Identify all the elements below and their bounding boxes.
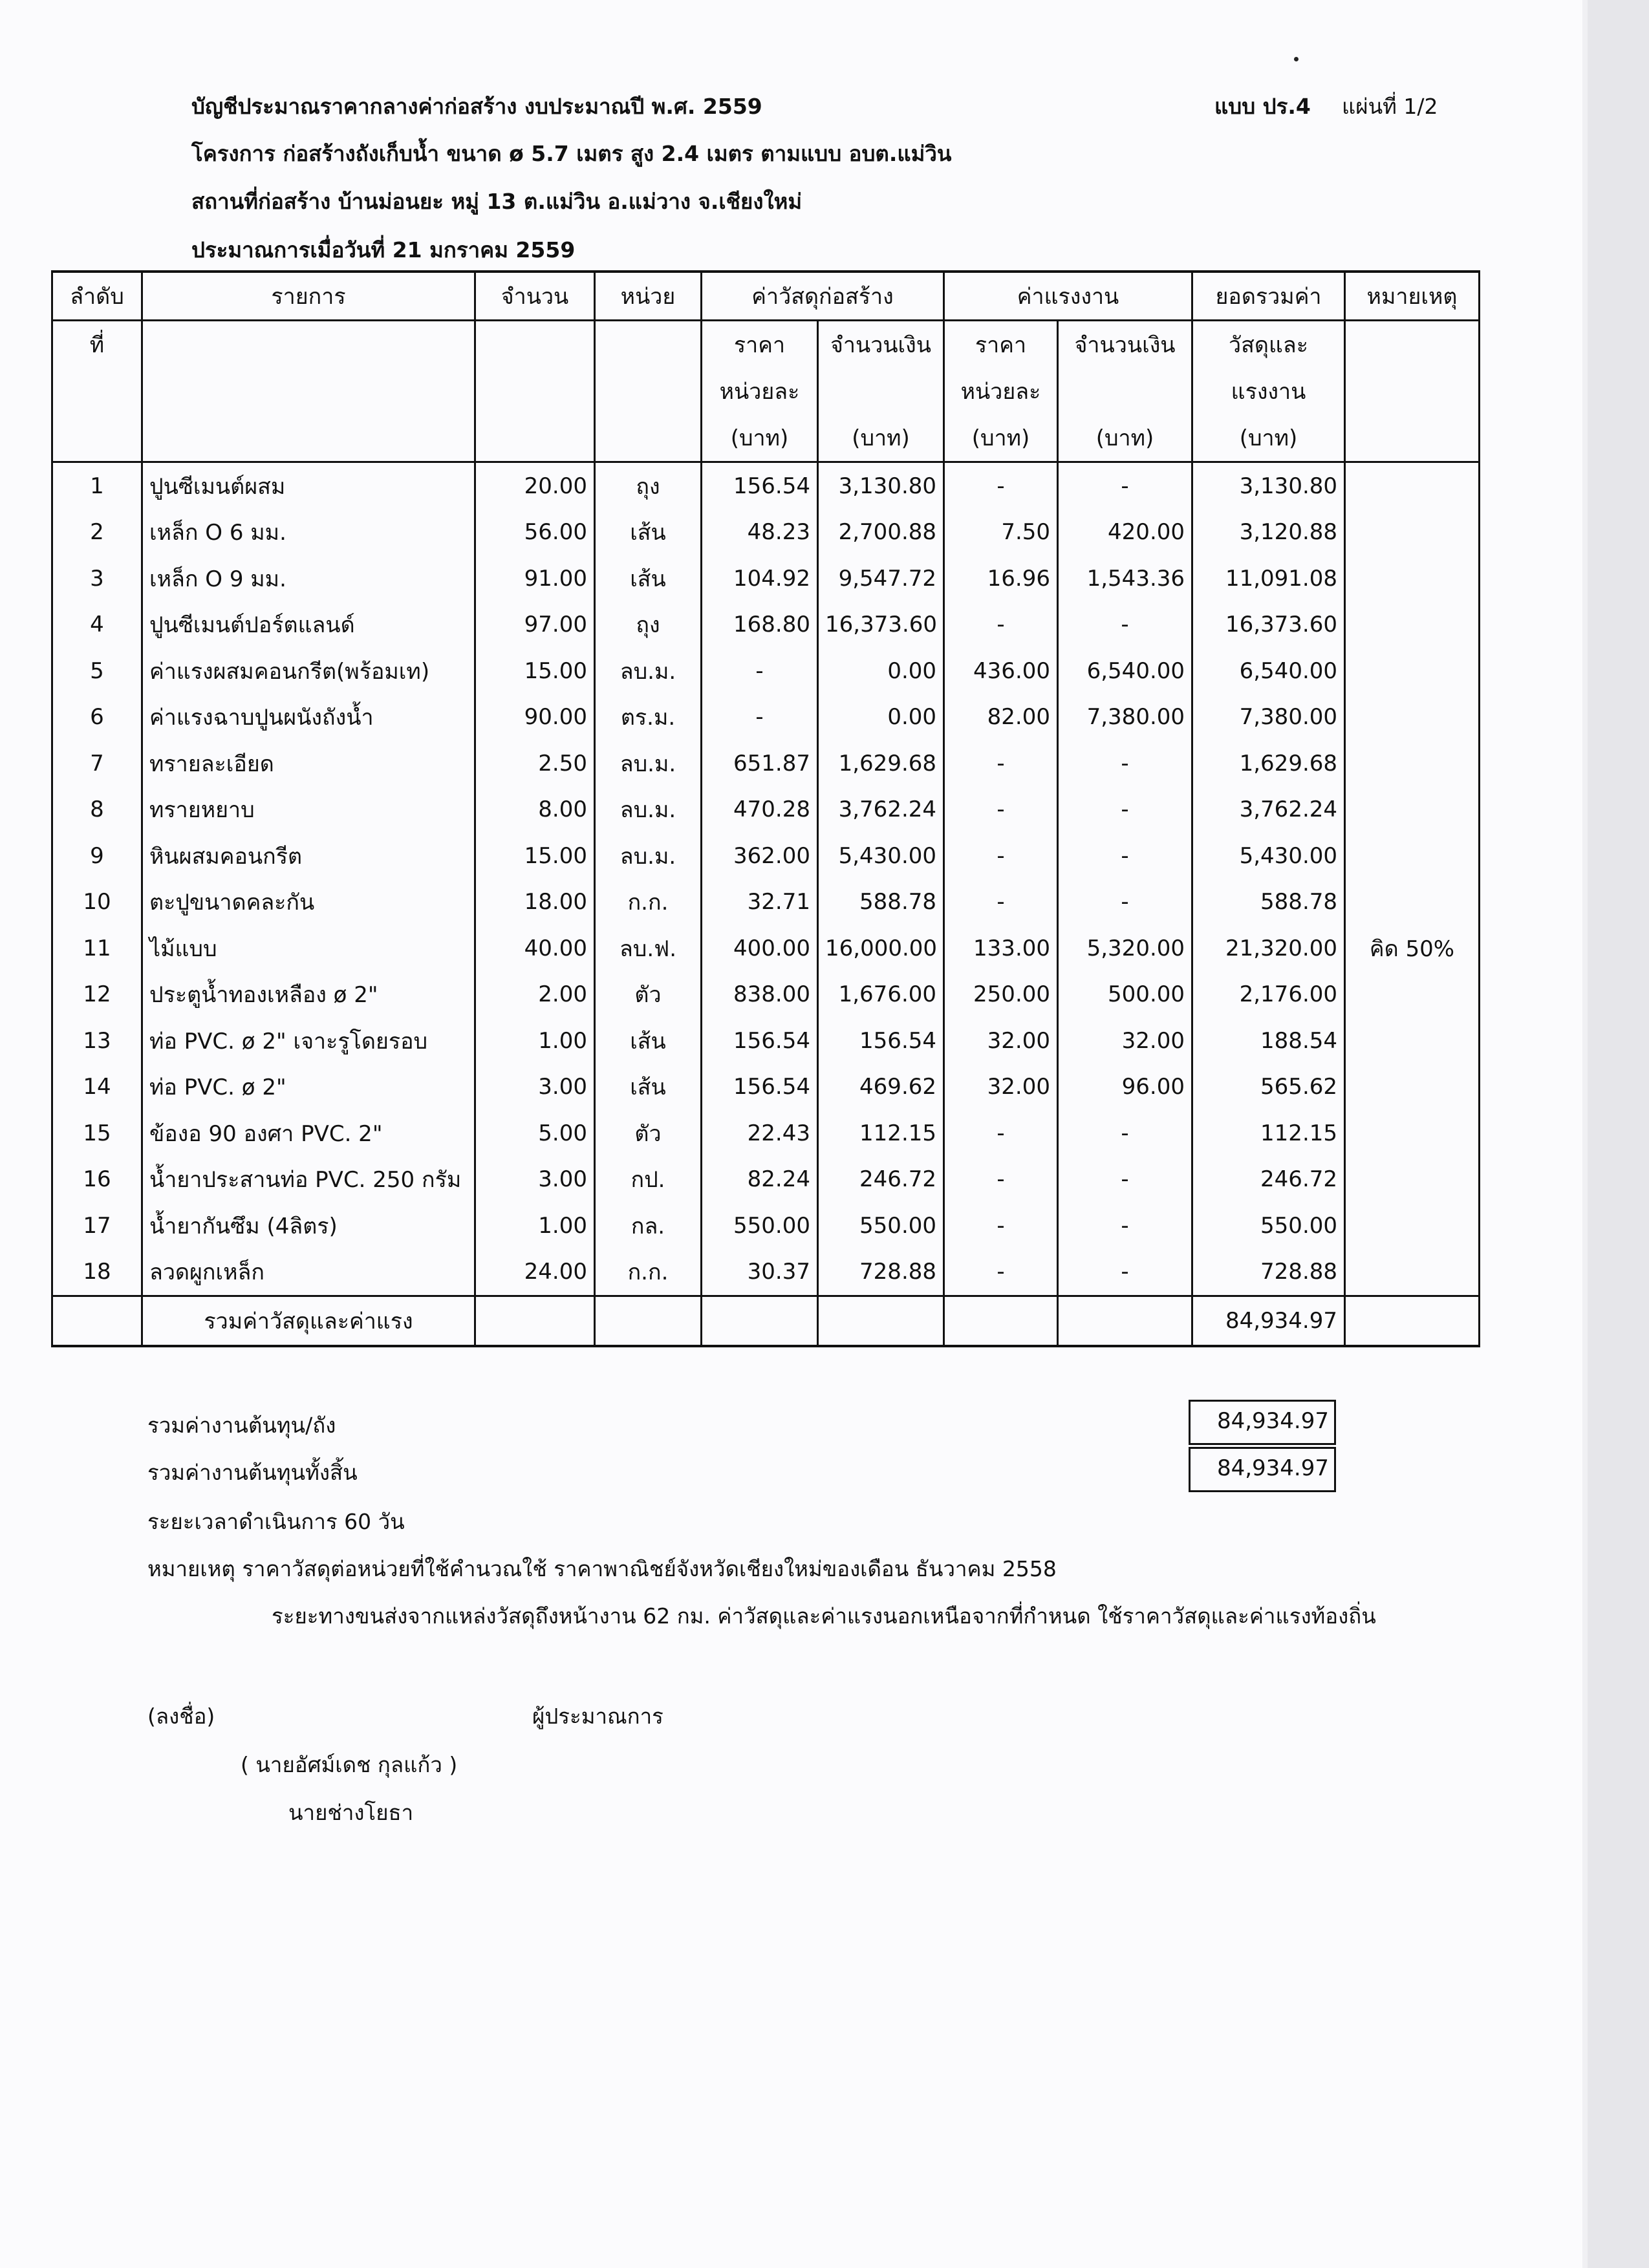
row-qty: 3.00 (475, 1157, 595, 1203)
row-material-amount: 588.78 (818, 879, 944, 926)
row-unit: ลบ.ม. (595, 787, 702, 833)
row-item: ลวดผูกเหล็ก (142, 1249, 475, 1296)
row-total: 21,320.00 (1192, 925, 1345, 972)
row-remark (1345, 1110, 1480, 1157)
per-tank-value: 84,934.97 (1189, 1400, 1336, 1445)
row-labor-price: 32.00 (944, 1064, 1058, 1111)
row-total: 6,540.00 (1192, 648, 1345, 694)
row-remark: คิด 50% (1345, 925, 1480, 972)
location-line: สถานที่ก่อสร้าง บ้านม่อนยะ หมู่ 13 ต.แม่วิน อ.แม่วาง จ.เชียงใหม่ (191, 189, 803, 214)
table-row (52, 1203, 1480, 1249)
row-qty: 8.00 (475, 787, 595, 833)
row-material-amount: 1,676.00 (818, 972, 944, 1018)
row-number: 5 (52, 648, 142, 694)
row-number: 17 (52, 1203, 142, 1249)
row-material-price: 30.37 (702, 1249, 818, 1296)
row-labor-price: - (944, 879, 1058, 926)
row-number: 16 (52, 1157, 142, 1203)
row-material-price: 48.23 (702, 509, 818, 556)
row-material-price: 156.54 (702, 462, 818, 509)
col-no-header-2: ที่ (52, 321, 142, 369)
material-amount-header: จำนวนเงิน (818, 321, 944, 369)
row-number: 1 (52, 462, 142, 509)
row-qty: 15.00 (475, 833, 595, 879)
row-material-amount: 246.72 (818, 1157, 944, 1203)
material-price-header-2: หน่วยละ (702, 368, 818, 414)
row-material-price: 550.00 (702, 1203, 818, 1249)
row-qty: 90.00 (475, 694, 595, 741)
table-row (52, 740, 1480, 787)
labor-price-header-3: (บาท) (944, 414, 1058, 462)
row-labor-price: - (944, 1110, 1058, 1157)
row-unit: ลบ.ม. (595, 833, 702, 879)
row-total: 16,373.60 (1192, 602, 1345, 648)
row-number: 14 (52, 1064, 142, 1111)
row-number: 12 (52, 972, 142, 1018)
row-labor-amount: - (1058, 602, 1192, 648)
row-total: 3,130.80 (1192, 462, 1345, 509)
duration-text: ระยะเวลาดำเนินการ 60 วัน (147, 1509, 405, 1534)
row-item: ประตูน้ำทองเหลือง ø 2" (142, 972, 475, 1018)
row-item: ทรายหยาบ (142, 787, 475, 833)
row-unit: ถุง (595, 462, 702, 509)
row-number: 15 (52, 1110, 142, 1157)
row-labor-price: 250.00 (944, 972, 1058, 1018)
row-unit: ตร.ม. (595, 694, 702, 741)
row-qty: 5.00 (475, 1110, 595, 1157)
row-labor-amount: - (1058, 1110, 1192, 1157)
row-unit: ก.ก. (595, 1249, 702, 1296)
row-remark (1345, 509, 1480, 556)
table-row (52, 1110, 1480, 1157)
row-labor-amount: - (1058, 1157, 1192, 1203)
labor-amount-header-2: (บาท) (1058, 414, 1192, 462)
row-total: 3,762.24 (1192, 787, 1345, 833)
row-total: 728.88 (1192, 1249, 1345, 1296)
row-labor-price: 82.00 (944, 694, 1058, 741)
row-item: ปูนซีเมนต์ปอร์ตแลนด์ (142, 602, 475, 648)
note-line-2: ระยะทางขนส่งจากแหล่งวัสดุถึงหน้างาน 62 กม. ค่าวัสดุและค่าแรงนอกเหนือจากที่กำหนด ใช้ราคาวัสดุและค่าแรงท้องถิ่น (272, 1603, 1376, 1629)
row-labor-price: - (944, 833, 1058, 879)
row-qty: 2.00 (475, 972, 595, 1018)
row-number: 3 (52, 555, 142, 602)
row-total: 11,091.08 (1192, 555, 1345, 602)
row-total: 1,629.68 (1192, 740, 1345, 787)
row-total: 5,430.00 (1192, 833, 1345, 879)
row-unit: ถุง (595, 602, 702, 648)
row-remark (1345, 602, 1480, 648)
col-total-header: ยอดรวมค่า (1192, 272, 1345, 321)
per-tank-label: รวมค่างานต้นทุน/ถัง (147, 1413, 336, 1438)
row-total: 112.15 (1192, 1110, 1345, 1157)
row-labor-price: 32.00 (944, 1018, 1058, 1064)
row-remark (1345, 462, 1480, 509)
row-material-price: 104.92 (702, 555, 818, 602)
row-number: 2 (52, 509, 142, 556)
table-row (52, 1157, 1480, 1203)
row-item: น้ำยากันซึม (4ลิตร) (142, 1203, 475, 1249)
row-qty: 91.00 (475, 555, 595, 602)
row-material-amount: 3,130.80 (818, 462, 944, 509)
row-material-amount: 5,430.00 (818, 833, 944, 879)
row-material-amount: 112.15 (818, 1110, 944, 1157)
row-material-price: 400.00 (702, 925, 818, 972)
col-item-header: รายการ (142, 272, 475, 321)
row-item: เหล็ก O 9 มม. (142, 555, 475, 602)
row-labor-price: - (944, 462, 1058, 509)
row-material-price: 362.00 (702, 833, 818, 879)
signatory-position: นายช่างโยธา (288, 1800, 414, 1825)
row-unit: ลบ.ม. (595, 740, 702, 787)
row-material-price: 82.24 (702, 1157, 818, 1203)
material-price-header: ราคา (702, 321, 818, 369)
row-qty: 18.00 (475, 879, 595, 926)
row-remark (1345, 1203, 1480, 1249)
row-labor-amount: - (1058, 740, 1192, 787)
table-row (52, 925, 1480, 972)
table-row (52, 462, 1480, 509)
signatory-name: ( นายอัศม์เดช กุลแก้ว ) (241, 1752, 458, 1777)
row-labor-amount: - (1058, 1249, 1192, 1296)
col-qty-header: จำนวน (475, 272, 595, 321)
table-row (52, 509, 1480, 556)
row-unit: เส้น (595, 1064, 702, 1111)
row-material-price: 156.54 (702, 1018, 818, 1064)
row-material-amount: 16,000.00 (818, 925, 944, 972)
page-edge (1588, 0, 1649, 2268)
row-labor-price: 16.96 (944, 555, 1058, 602)
row-material-price: - (702, 694, 818, 741)
row-qty: 1.00 (475, 1203, 595, 1249)
estimator-role: ผู้ประมาณการ (532, 1704, 663, 1729)
row-qty: 2.50 (475, 740, 595, 787)
row-item: ท่อ PVC. ø 2" เจาะรูโดยรอบ (142, 1018, 475, 1064)
row-material-price: 838.00 (702, 972, 818, 1018)
row-material-price: - (702, 648, 818, 694)
table-row (52, 602, 1480, 648)
row-material-amount: 469.62 (818, 1064, 944, 1111)
form-code: แบบ ปร.4 (1214, 94, 1311, 119)
row-qty: 24.00 (475, 1249, 595, 1296)
sheet-number: แผ่นที่ 1/2 (1342, 94, 1438, 119)
row-material-price: 156.54 (702, 1064, 818, 1111)
row-total: 550.00 (1192, 1203, 1345, 1249)
row-total: 7,380.00 (1192, 694, 1345, 741)
col-labor-header: ค่าแรงงาน (944, 272, 1192, 321)
row-number: 13 (52, 1018, 142, 1064)
boq-table (51, 270, 1480, 1347)
row-material-price: 22.43 (702, 1110, 818, 1157)
row-material-amount: 9,547.72 (818, 555, 944, 602)
material-price-header-3: (บาท) (702, 414, 818, 462)
row-remark (1345, 972, 1480, 1018)
grand-total-value: 84,934.97 (1189, 1447, 1336, 1492)
row-material-price: 651.87 (702, 740, 818, 787)
row-qty: 97.00 (475, 602, 595, 648)
row-labor-amount: - (1058, 879, 1192, 926)
row-item: ปูนซีเมนต์ผสม (142, 462, 475, 509)
row-item: ไม้แบบ (142, 925, 475, 972)
row-unit: เส้น (595, 509, 702, 556)
row-labor-price: 133.00 (944, 925, 1058, 972)
row-labor-price: - (944, 740, 1058, 787)
col-total-header-3: แรงงาน (1192, 368, 1345, 414)
note-line-1: หมายเหตุ ราคาวัสดุต่อหน่วยที่ใช้คำนวณใช้ ราคาพาณิชย์จังหวัดเชียงใหม่ของเดือน ธันวาคม 2558 (147, 1556, 1057, 1581)
signature-label: (ลงชื่อ) (147, 1704, 215, 1729)
row-material-price: 32.71 (702, 879, 818, 926)
table-row (52, 787, 1480, 833)
row-number: 4 (52, 602, 142, 648)
row-unit: ลบ.ฟ. (595, 925, 702, 972)
table-row (52, 879, 1480, 926)
total-row-label: รวมค่าวัสดุและค่าแรง (142, 1296, 475, 1347)
row-unit: ก.ก. (595, 879, 702, 926)
row-unit: กล. (595, 1203, 702, 1249)
row-labor-amount: 500.00 (1058, 972, 1192, 1018)
row-item: ท่อ PVC. ø 2" (142, 1064, 475, 1111)
table-row (52, 972, 1480, 1018)
labor-price-header-2: หน่วยละ (944, 368, 1058, 414)
row-unit: ลบ.ม. (595, 648, 702, 694)
col-total-header-4: (บาท) (1192, 414, 1345, 462)
row-remark (1345, 740, 1480, 787)
row-number: 11 (52, 925, 142, 972)
row-material-price: 470.28 (702, 787, 818, 833)
table-row (52, 648, 1480, 694)
row-item: น้ำยาประสานท่อ PVC. 250 กรัม (142, 1157, 475, 1203)
row-labor-price: 7.50 (944, 509, 1058, 556)
row-unit: เส้น (595, 1018, 702, 1064)
table-row (52, 1064, 1480, 1111)
row-qty: 40.00 (475, 925, 595, 972)
row-unit: ตัว (595, 972, 702, 1018)
row-labor-amount: - (1058, 787, 1192, 833)
row-unit: กป. (595, 1157, 702, 1203)
row-labor-amount: 7,380.00 (1058, 694, 1192, 741)
row-material-amount: 1,629.68 (818, 740, 944, 787)
col-no-header: ลำดับ (52, 272, 142, 321)
col-total-header-2: วัสดุและ (1192, 321, 1345, 369)
row-labor-amount: 96.00 (1058, 1064, 1192, 1111)
row-number: 6 (52, 694, 142, 741)
row-item: เหล็ก O 6 มม. (142, 509, 475, 556)
row-number: 18 (52, 1249, 142, 1296)
row-number: 8 (52, 787, 142, 833)
row-remark (1345, 879, 1480, 926)
row-material-price: 168.80 (702, 602, 818, 648)
row-remark (1345, 555, 1480, 602)
row-total: 2,176.00 (1192, 972, 1345, 1018)
table-row (52, 1249, 1480, 1296)
row-number: 9 (52, 833, 142, 879)
row-qty: 3.00 (475, 1064, 595, 1111)
row-labor-amount: 6,540.00 (1058, 648, 1192, 694)
row-item: ค่าแรงผสมคอนกรีต(พร้อมเท) (142, 648, 475, 694)
material-amount-header-2: (บาท) (818, 414, 944, 462)
table-row (52, 833, 1480, 879)
table-row (52, 694, 1480, 741)
table-row (52, 555, 1480, 602)
row-material-amount: 0.00 (818, 694, 944, 741)
row-unit: เส้น (595, 555, 702, 602)
row-total: 588.78 (1192, 879, 1345, 926)
ink-dot (1294, 57, 1299, 61)
row-labor-amount: - (1058, 1203, 1192, 1249)
row-labor-price: - (944, 787, 1058, 833)
row-total: 565.62 (1192, 1064, 1345, 1111)
row-remark (1345, 1064, 1480, 1111)
labor-price-header: ราคา (944, 321, 1058, 369)
labor-amount-header: จำนวนเงิน (1058, 321, 1192, 369)
row-labor-price: - (944, 602, 1058, 648)
estimate-date: ประมาณการเมื่อวันที่ 21 มกราคม 2559 (191, 237, 576, 262)
row-labor-amount: 420.00 (1058, 509, 1192, 556)
row-qty: 15.00 (475, 648, 595, 694)
row-item: ค่าแรงฉาบปูนผนังถังน้ำ (142, 694, 475, 741)
row-unit: ตัว (595, 1110, 702, 1157)
row-labor-amount: 1,543.36 (1058, 555, 1192, 602)
project-line: โครงการ ก่อสร้างถังเก็บน้ำ ขนาด ø 5.7 เมตร สูง 2.4 เมตร ตามแบบ อบต.แม่วิน (191, 141, 952, 166)
row-labor-amount: - (1058, 462, 1192, 509)
row-qty: 56.00 (475, 509, 595, 556)
row-total: 3,120.88 (1192, 509, 1345, 556)
row-remark (1345, 1249, 1480, 1296)
row-total: 246.72 (1192, 1157, 1345, 1203)
document-title: บัญชีประมาณราคากลางค่าก่อสร้าง งบประมาณปี พ.ศ. 2559 (191, 94, 762, 119)
row-labor-amount: 5,320.00 (1058, 925, 1192, 972)
row-total: 188.54 (1192, 1018, 1345, 1064)
row-labor-price: - (944, 1203, 1058, 1249)
row-number: 10 (52, 879, 142, 926)
row-material-amount: 16,373.60 (818, 602, 944, 648)
row-remark (1345, 1157, 1480, 1203)
col-material-header: ค่าวัสดุก่อสร้าง (702, 272, 944, 321)
row-labor-amount: - (1058, 833, 1192, 879)
page-edge-shadow (1582, 0, 1588, 2268)
col-unit-header: หน่วย (595, 272, 702, 321)
row-material-amount: 728.88 (818, 1249, 944, 1296)
row-qty: 1.00 (475, 1018, 595, 1064)
grand-total-label: รวมค่างานต้นทุนทั้งสิ้น (147, 1460, 358, 1485)
row-material-amount: 0.00 (818, 648, 944, 694)
row-item: ตะปูขนาดคละกัน (142, 879, 475, 926)
row-remark (1345, 648, 1480, 694)
table-row (52, 1018, 1480, 1064)
row-item: ทรายละเอียด (142, 740, 475, 787)
row-labor-price: 436.00 (944, 648, 1058, 694)
row-remark (1345, 787, 1480, 833)
row-material-amount: 2,700.88 (818, 509, 944, 556)
row-remark (1345, 694, 1480, 741)
row-labor-price: - (944, 1157, 1058, 1203)
row-labor-amount: 32.00 (1058, 1018, 1192, 1064)
row-item: ข้องอ 90 องศา PVC. 2" (142, 1110, 475, 1157)
row-material-amount: 156.54 (818, 1018, 944, 1064)
row-qty: 20.00 (475, 462, 595, 509)
row-labor-price: - (944, 1249, 1058, 1296)
row-material-amount: 550.00 (818, 1203, 944, 1249)
row-remark (1345, 1018, 1480, 1064)
row-material-amount: 3,762.24 (818, 787, 944, 833)
row-remark (1345, 833, 1480, 879)
row-item: หินผสมคอนกรีต (142, 833, 475, 879)
total-row-value: 84,934.97 (1192, 1296, 1345, 1347)
col-remark-header: หมายเหตุ (1345, 272, 1480, 321)
row-number: 7 (52, 740, 142, 787)
